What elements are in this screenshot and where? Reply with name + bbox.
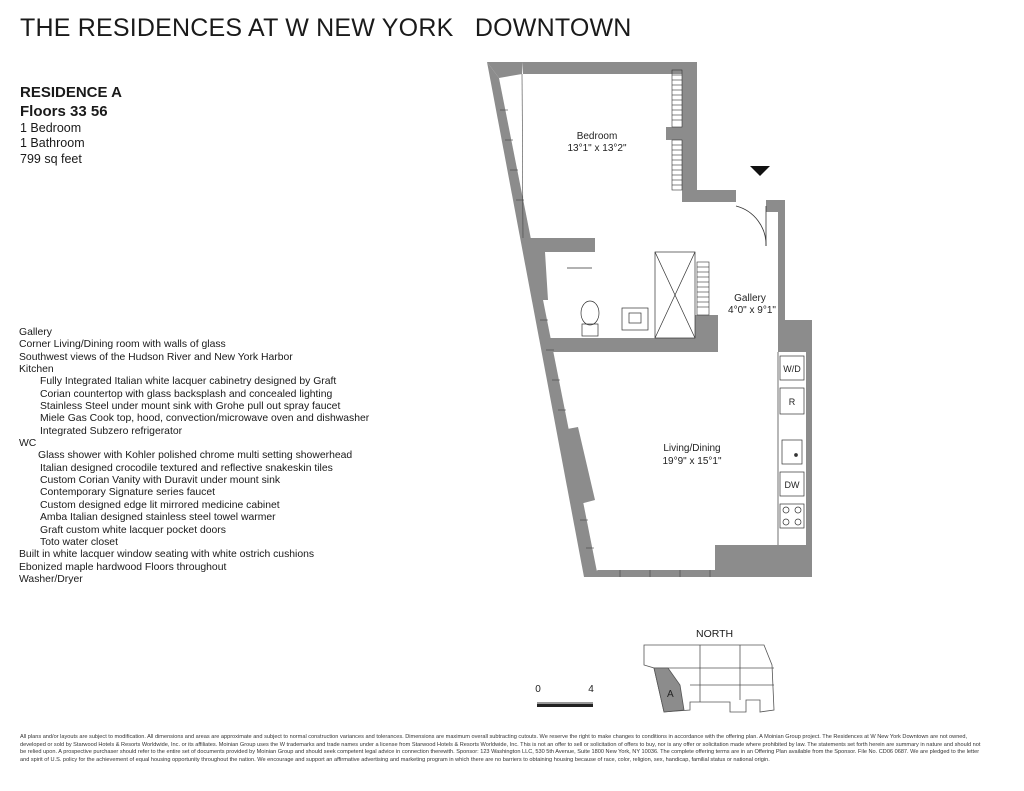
scale-start: 0: [535, 684, 541, 695]
bedroom-label: Bedroom: [576, 131, 618, 142]
bathroom-count: 1 Bathroom: [20, 136, 85, 150]
feature-item: Custom designed edge lit mirrored medicine cabinet: [40, 499, 280, 511]
feature-item: Graft custom white lacquer pocket doors: [40, 524, 226, 536]
bedroom-dims: 13°1" x 13°2": [567, 143, 627, 154]
scale-end: 4: [588, 684, 594, 695]
living-dims: 19°9" x 15°1": [662, 456, 722, 467]
gallery-label: Gallery: [734, 293, 766, 304]
feature-item: Ebonized maple hardwood Floors throughout: [19, 561, 227, 573]
bathroom-fixtures: [567, 252, 695, 338]
north-label: NORTH: [696, 628, 734, 640]
walls: [487, 62, 812, 577]
living-label: Living/Dining: [663, 443, 721, 454]
refrigerator-label: R: [788, 397, 796, 407]
entry-door[interactable]: [736, 206, 766, 246]
feature-item: Italian designed crocodile textured and reflective snakeskin tiles: [40, 462, 333, 474]
feature-item: Amba Italian designed stainless steel towel warmer: [40, 512, 276, 524]
feature-item: WC: [19, 438, 37, 450]
square-footage: 799 sq feet: [20, 152, 82, 166]
page-title: THE RESIDENCES AT W NEW YORK DOWNTOWN: [20, 14, 632, 42]
feature-item: Kitchen: [19, 364, 54, 376]
washer-dryer-label: W/D: [783, 364, 801, 374]
feature-item: Glass shower with Kohler polished chrome multi setting showerhead: [38, 450, 353, 462]
feature-item: Fully Integrated Italian white lacquer cabinetry designed by Graft: [40, 376, 337, 388]
feature-item: Washer/Dryer: [19, 573, 83, 585]
legal-disclaimer: All plans and/or layouts are subject to modification. All dimensions and areas are approximate and subject to normal construction variances and tolerances. Dimensions are maximum overall subtracting cutouts. We reserve the right to make changes to conditions in accordance with the offering plan. A Moinian Group project. The Residences at W New York Downtown are not owned, developed or sold by Starwood Hotels & Resorts Worldwide, Inc. or its affiliates. Moinian Group uses the W trademarks and trade names under a license from Starwood Hotels & Resorts Worldwide, Inc. This is not an offer to sell or solicitation of offers to buy, nor is any offer or solicitation made where prohibited by law. The statements set forth herein are summary in nature and should not be relied upon. A prospective purchaser should refer to the entire set of documents provided by Moinian Group and should seek competent legal advice in connection therewith. Sponsor: 123 Washington LLC, 530 5th Avenue, Suite 1800 New York, NY 10036. The complete offering terms are in an Offering Plan available from the Sponsor. File No. CD06 0687. We are pledged to the letter and spirit of U.S. policy for the achievement of equal housing opportunity throughout the nation. We encourage and support an affirmative advertising and marketing program in which there are no barriers to obtaining housing because of race, color, religion, sex, handicap, familial status or national origin.: [20, 734, 981, 763]
toilet: [581, 301, 599, 325]
cooktop: [780, 504, 804, 528]
feature-item: Stainless Steel under mount sink with Grohe pull out spray faucet: [40, 401, 341, 413]
scale-bar: [535, 684, 594, 707]
feature-item: Toto water closet: [40, 536, 118, 548]
gallery-closet: [697, 262, 709, 315]
feature-item: Contemporary Signature series faucet: [40, 487, 215, 499]
gallery-dims: 4°0" x 9°1": [728, 305, 776, 316]
sink: [782, 440, 802, 464]
feature-item: Built in white lacquer window seating with white ostrich cushions: [19, 549, 315, 561]
residence-floors: Floors 33 56: [20, 103, 108, 120]
residence-name: RESIDENCE A: [20, 84, 122, 101]
feature-item: Corian countertop with glass backsplash and concealed lighting: [40, 388, 333, 400]
vanity-sink: [622, 308, 648, 330]
feature-item: Custom Corian Vanity with Duravit under mount sink: [40, 475, 281, 487]
key-plan: [644, 645, 774, 712]
dishwasher-label: DW: [784, 480, 800, 490]
key-plan-unit-marker: A: [667, 689, 674, 700]
entry-arrow-icon: [750, 166, 770, 176]
feature-item: Southwest views of the Hudson River and New York Harbor: [19, 351, 293, 363]
feature-item: Integrated Subzero refrigerator: [40, 425, 183, 437]
feature-item: Corner Living/Dining room with walls of glass: [19, 339, 226, 351]
kitchen: [778, 352, 804, 545]
bedroom-count: 1 Bedroom: [20, 121, 82, 135]
feature-item: Gallery: [19, 327, 52, 338]
feature-item: Miele Gas Cook top, hood, convection/microwave oven and dishwasher: [40, 413, 370, 425]
